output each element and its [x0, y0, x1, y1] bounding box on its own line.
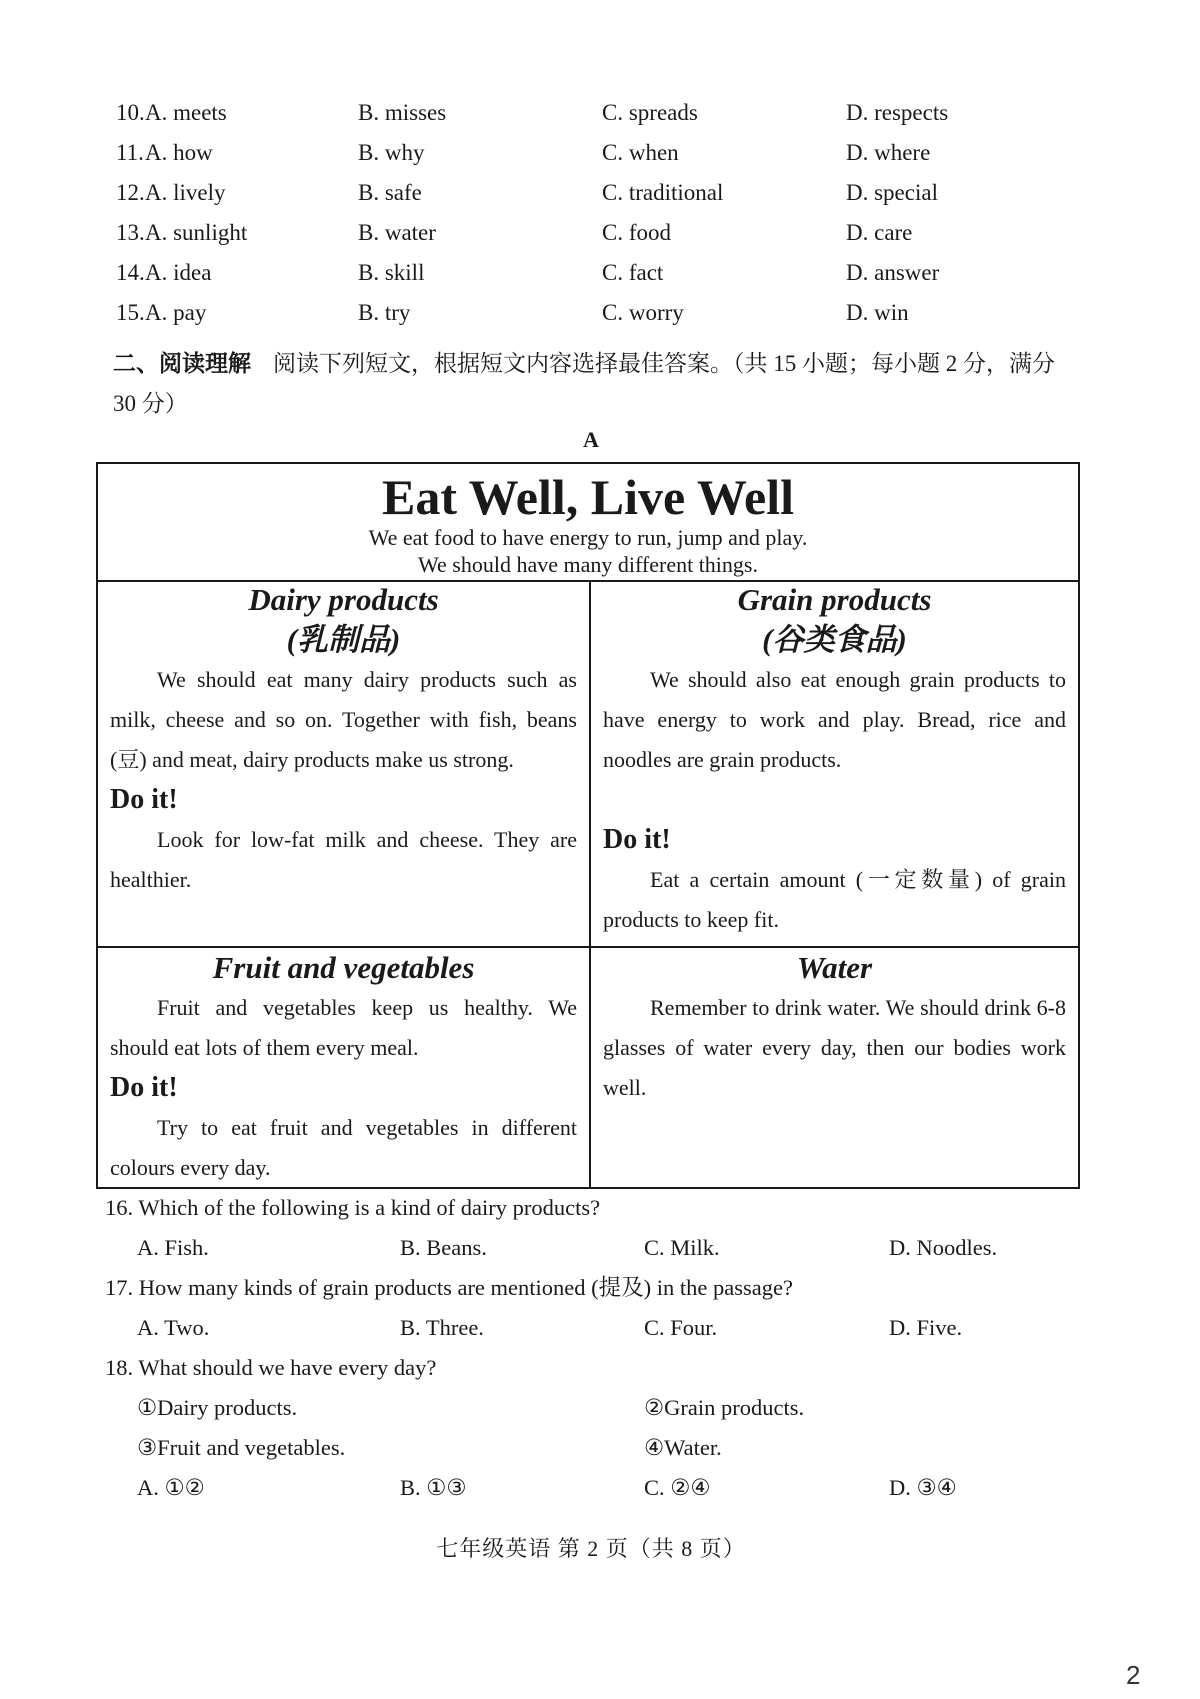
option-b: B. water — [358, 220, 436, 245]
option-c: C. Four. — [644, 1315, 718, 1340]
grain-text: We should also eat enough grain products to have energy to work and play. Bread, rice and noodles are grain products. — [603, 667, 1066, 772]
option-c: C. fact — [602, 260, 664, 285]
fruit-heading: Fruit and vegetables — [212, 950, 475, 985]
cloze-row — [116, 180, 1076, 220]
water-text: Remember to drink water. We should drink 6-8 glasses of water every day, then our bodies work well. — [603, 995, 1066, 1100]
option-d: D. care — [846, 220, 913, 245]
option-b: B. safe — [358, 180, 422, 205]
option-a: A. Fish. — [137, 1235, 209, 1260]
grain-heading-cn: (谷类食品) — [762, 622, 907, 657]
fruit-text: Fruit and vegetables keep us healthy. We should eat lots of them every meal. — [110, 995, 577, 1060]
option-a: A. Two. — [137, 1315, 210, 1340]
cloze-row — [116, 140, 1076, 180]
option-c: C. food — [602, 220, 671, 245]
question-number: 13. — [116, 220, 145, 245]
water-heading: Water — [796, 950, 873, 985]
option-a: A. pay — [145, 300, 207, 325]
option-c: C. Milk. — [644, 1235, 720, 1260]
option-b: B. skill — [358, 260, 425, 285]
dairy-heading-cn: (乳制品) — [286, 622, 401, 657]
section-title: 二、阅读理解 — [113, 351, 251, 376]
cloze-row — [116, 260, 1076, 300]
option-d: D. win — [846, 300, 909, 325]
dairy-cell — [98, 580, 591, 948]
dairy-tip: Look for low-fat milk and cheese. They are healthier. — [110, 827, 577, 892]
answer-options — [105, 1308, 1085, 1348]
option-a: A. sunlight — [145, 220, 248, 245]
option-d: D. where — [846, 140, 931, 165]
statement-list — [105, 1428, 1085, 1468]
option-d: D. answer — [846, 260, 940, 285]
option-a: A. idea — [145, 260, 212, 285]
grain-tip: Eat a certain amount (一定数量) of grain products to keep fit. — [603, 867, 1066, 932]
question-stem: 16. Which of the following is a kind of dairy products? — [105, 1195, 601, 1220]
option-b: B. ①③ — [400, 1475, 467, 1500]
option-d: D. special — [846, 180, 938, 205]
page-number: 2 — [1126, 1660, 1141, 1690]
option-d: D. ③④ — [889, 1475, 957, 1500]
passage-label: A — [583, 427, 599, 452]
poster-title: Eat Well, Live Well — [381, 469, 795, 525]
question-number: 14. — [116, 260, 145, 285]
do-it-label: Do it! — [603, 824, 671, 855]
option-d: D. Five. — [889, 1315, 963, 1340]
option-b: B. Beans. — [400, 1235, 487, 1260]
cloze-options — [116, 100, 1076, 340]
option-b: B. Three. — [400, 1315, 484, 1340]
dairy-heading: Dairy products — [248, 582, 439, 617]
section-heading — [113, 344, 1073, 424]
question-stem: 18. What should we have every day? — [105, 1355, 437, 1380]
option-a: A. ①② — [137, 1475, 205, 1500]
question-number: 12. — [116, 180, 145, 205]
option-c: C. spreads — [602, 100, 698, 125]
option-c: C. traditional — [602, 180, 724, 205]
statement-item: ②Grain products. — [644, 1395, 805, 1420]
question-number: 11. — [116, 140, 144, 165]
nutrition-poster — [96, 462, 1080, 1189]
poster-header — [98, 464, 1078, 582]
option-d: D. Noodles. — [889, 1235, 998, 1260]
cloze-row — [116, 300, 1076, 340]
grain-heading: Grain products — [737, 582, 932, 617]
option-d: D. respects — [846, 100, 949, 125]
poster-subtitle: We eat food to have energy to run, jump and play. — [368, 525, 808, 550]
option-b: B. misses — [358, 100, 447, 125]
option-a: A. lively — [145, 180, 226, 205]
statement-item: ①Dairy products. — [137, 1395, 298, 1420]
statement-item: ④Water. — [644, 1435, 722, 1460]
option-c: C. worry — [602, 300, 684, 325]
page-footer: 七年级英语 第 2 页（共 8 页） — [436, 1536, 746, 1561]
answer-options — [105, 1228, 1085, 1268]
questions — [105, 1188, 1085, 1508]
answer-options — [105, 1468, 1085, 1508]
statement-item: ③Fruit and vegetables. — [137, 1435, 346, 1460]
question-number: 15. — [116, 300, 145, 325]
fruit-cell — [98, 948, 591, 1187]
question-stem: 17. How many kinds of grain products are mentioned (提及) in the passage? — [105, 1275, 793, 1300]
cloze-row — [116, 100, 1076, 140]
grain-cell — [591, 580, 1078, 948]
option-b: B. try — [358, 300, 411, 325]
do-it-label: Do it! — [110, 1072, 178, 1103]
water-cell — [591, 948, 1078, 1187]
option-c: C. when — [602, 140, 679, 165]
option-c: C. ②④ — [644, 1475, 711, 1500]
option-b: B. why — [358, 140, 425, 165]
cloze-row — [116, 220, 1076, 260]
do-it-label: Do it! — [110, 784, 178, 815]
poster-subtitle: We should have many different things. — [418, 552, 758, 577]
option-a: A. meets — [145, 100, 227, 125]
section-instructions: 阅读下列短文，根据短文内容选择最佳答案。（共 15 小题；每小题 2 分，满分 30 分） — [113, 351, 1055, 416]
dairy-text: We should eat many dairy products such as milk, cheese and so on. Together with fish, beans (豆) and meat, dairy products make us strong. — [110, 667, 577, 772]
fruit-tip: Try to eat fruit and vegetables in different colours every day. — [110, 1115, 577, 1180]
question-number: 10. — [116, 100, 145, 125]
option-a: A. how — [145, 140, 213, 165]
statement-list — [105, 1388, 1085, 1428]
